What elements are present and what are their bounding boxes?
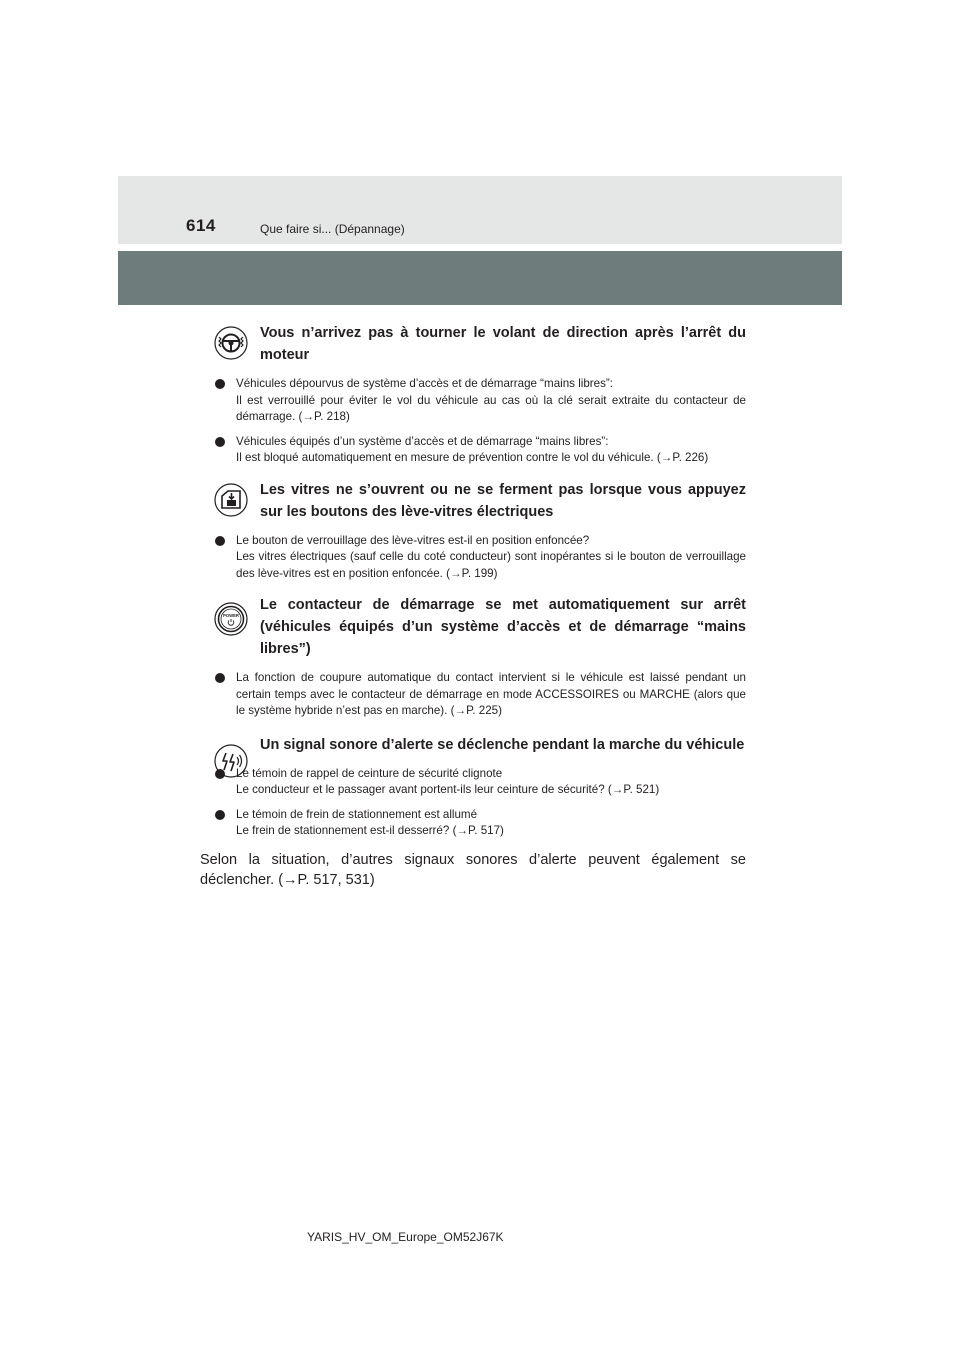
closing-paragraph: Selon la situation, d’autres signaux sonores d’alerte peuvent également se déclencher. (→P. 517, 531): [200, 851, 746, 888]
issue-title: Les vitres ne s’ouvrent ou ne se ferment pas lorsque vous appuyez sur les boutons des lève-vitres électriques: [260, 481, 746, 520]
bullet-body: Il est verrouillé pour éviter le vol du véhicule au cas où la clé serait extraite du contacteur de démarrage.: [236, 393, 746, 423]
page-reference: (→P. 517): [452, 824, 504, 837]
bullet-text: [236, 823, 746, 840]
issue-warning-buzzer: [214, 734, 746, 840]
page-number: 614: [186, 216, 216, 235]
bullet-body: La fonction de coupure automatique du contact intervient si le véhicule est laissé pendant un certain temps avec le contacteur de démarrage en mode ACCESSOIRES ou MARCHE (alors que le système hybride n’est pas en marche).: [236, 671, 746, 717]
bullet-text: [236, 670, 746, 720]
steering-lock-icon: [214, 326, 248, 360]
window-lock-icon: [214, 483, 248, 517]
page-reference: (→P. 226): [656, 451, 709, 464]
header-bar: [118, 251, 842, 305]
bullet-icon: [215, 437, 225, 447]
list-item: [214, 766, 746, 799]
bullet-icon: [215, 379, 225, 389]
issue-auto-power-off: [214, 594, 746, 720]
bullet-icon: [215, 673, 225, 683]
bullet-condition: Le témoin de frein de stationnement est allumé: [236, 807, 478, 821]
page-content: [200, 322, 746, 890]
issue-title: Le contacteur de démarrage se met automatiquement sur arrêt (véhicules équipés d’un système d’accès et de démarrage “mains libres”): [260, 597, 746, 657]
page-reference: (→P. 521): [607, 783, 660, 796]
bullet-condition: Le bouton de verrouillage des lève-vitres est-il en position enfoncée?: [236, 533, 590, 547]
header-band: [118, 176, 842, 244]
bullet-condition: Véhicules dépourvus de système d’accès et de démarrage “mains libres”:: [236, 377, 613, 390]
power-switch-icon: [214, 602, 248, 636]
list-item: [214, 533, 746, 583]
page-reference: (→P. 218): [298, 410, 350, 423]
page-reference: (→P. 199): [446, 566, 498, 580]
bullet-body: Les vitres électriques (sauf celle du coté conducteur) sont inopérantes si le bouton de verrouillage des lève-vitres est en position enfoncée.: [236, 550, 746, 580]
section-title: Que faire si... (Dépannage): [260, 222, 405, 236]
bullet-body: Le conducteur et le passager avant portent-ils leur ceinture de sécurité?: [236, 783, 605, 796]
bullet-condition: Véhicules équipés d’un système d’accès et de démarrage “mains libres”:: [236, 434, 609, 448]
list-item: [214, 434, 746, 467]
issue-title: Un signal sonore d’alerte se déclenche pendant la marche du véhicule: [260, 736, 745, 753]
power-label: POWER: [223, 613, 239, 618]
footer-document-code: YARIS_HV_OM_Europe_OM52J67K: [307, 1230, 504, 1244]
bullet-text: [236, 450, 746, 467]
bullet-body: Il est bloqué automatiquement en mesure de prévention contre le vol du véhicule.: [236, 451, 654, 464]
bullet-body: Le frein de stationnement est-il desserré?: [236, 824, 450, 837]
bullet-text: [236, 549, 746, 582]
issue-power-windows: [214, 479, 746, 583]
list-item: [214, 807, 746, 840]
bullet-condition: Le témoin de rappel de ceinture de sécurité clignote: [236, 766, 503, 780]
bullet-text: [236, 393, 746, 426]
bullet-icon: [215, 810, 225, 820]
bullet-icon: [215, 536, 225, 546]
list-item: [214, 670, 746, 720]
page-reference: (→P. 225): [450, 704, 502, 717]
bullet-icon: [215, 769, 225, 779]
list-item: [214, 376, 746, 426]
bullet-text: [236, 782, 746, 799]
issue-title: Vous n’arrivez pas à tourner le volant de direction après l’arrêt du moteur: [260, 325, 746, 363]
issue-steering: [214, 322, 746, 467]
